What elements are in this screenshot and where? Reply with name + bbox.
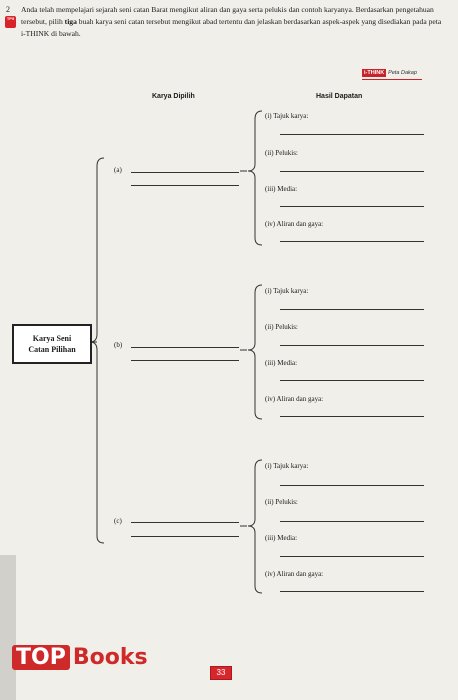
group-c-field-media: (iii) Media: (265, 534, 298, 542)
group-a-title-line[interactable] (280, 134, 424, 135)
group-c-style-line[interactable] (280, 591, 424, 592)
group-b-title-line[interactable] (280, 309, 424, 310)
group-a-media-line[interactable] (280, 206, 424, 207)
watermark-books: Books (72, 645, 148, 670)
group-a-field-media: (iii) Media: (265, 185, 298, 193)
central-topic-box (12, 324, 92, 364)
ithink-subtitle: Peta Dakap (388, 70, 417, 76)
group-b-answer-line-1[interactable] (131, 347, 239, 348)
question-text: Anda telah mempelajari sejarah seni catan Barat mengikut aliran dan gaya serta pelukis dan contoh karyanya. Berdasarkan pengetahuan tersebut, pilih tiga buah karya seni catan tersebut mengikut abad tertentu dan jelaskan berdasarkan aspek-aspek yang disediakan pada peta i-THINK di bawah. (21, 5, 442, 38)
group-b-field-painter: (ii) Pelukis: (265, 323, 298, 331)
group-a-style-line[interactable] (280, 241, 424, 242)
group-b-media-line[interactable] (280, 380, 424, 381)
central-line-1: Karya Seni (32, 334, 72, 343)
question-bold-word: tiga (64, 17, 77, 26)
header-chosen: Karya Dipilih (152, 93, 195, 100)
header-result: Hasil Dapatan (316, 93, 363, 100)
group-c-title-line[interactable] (280, 485, 424, 486)
group-a-field-painter: (ii) Pelukis: (265, 149, 298, 157)
group-c-painter-line[interactable] (280, 521, 424, 522)
group-c-field-style: (iv) Aliran dan gaya: (265, 570, 324, 578)
group-b-field-media: (iii) Media: (265, 359, 298, 367)
group-a-label: (a) (114, 166, 122, 174)
group-c-label: (c) (114, 517, 122, 525)
page-number: 33 (210, 666, 232, 680)
group-a-answer-line-2[interactable] (131, 185, 239, 186)
group-a-field-title: (i) Tajuk karya: (265, 112, 309, 120)
group-c-field-painter: (ii) Pelukis: (265, 498, 298, 506)
group-c-media-line[interactable] (280, 556, 424, 557)
group-b-answer-line-2[interactable] (131, 360, 239, 361)
group-c-answer-line-2[interactable] (131, 536, 239, 537)
watermark-top: TOP (12, 645, 70, 670)
central-line-2: Catan Pilihan (28, 345, 76, 354)
ithink-tag: i-THINK (364, 70, 385, 76)
question-number: 2 (6, 5, 10, 14)
group-c-answer-line-1[interactable] (131, 522, 239, 523)
group-b-style-line[interactable] (280, 416, 424, 417)
group-c-field-title: (i) Tajuk karya: (265, 462, 309, 470)
group-b-field-title: (i) Tajuk karya: (265, 287, 309, 295)
group-b-painter-line[interactable] (280, 345, 424, 346)
topbooks-watermark-logo (12, 645, 148, 670)
group-b-label: (b) (114, 341, 123, 349)
group-a-answer-line-1[interactable] (131, 172, 239, 173)
group-a-field-style: (iv) Aliran dan gaya: (265, 220, 324, 228)
tp-level-badge: TP5 (5, 16, 16, 28)
group-b-field-style: (iv) Aliran dan gaya: (265, 395, 324, 403)
group-a-painter-line[interactable] (280, 171, 424, 172)
